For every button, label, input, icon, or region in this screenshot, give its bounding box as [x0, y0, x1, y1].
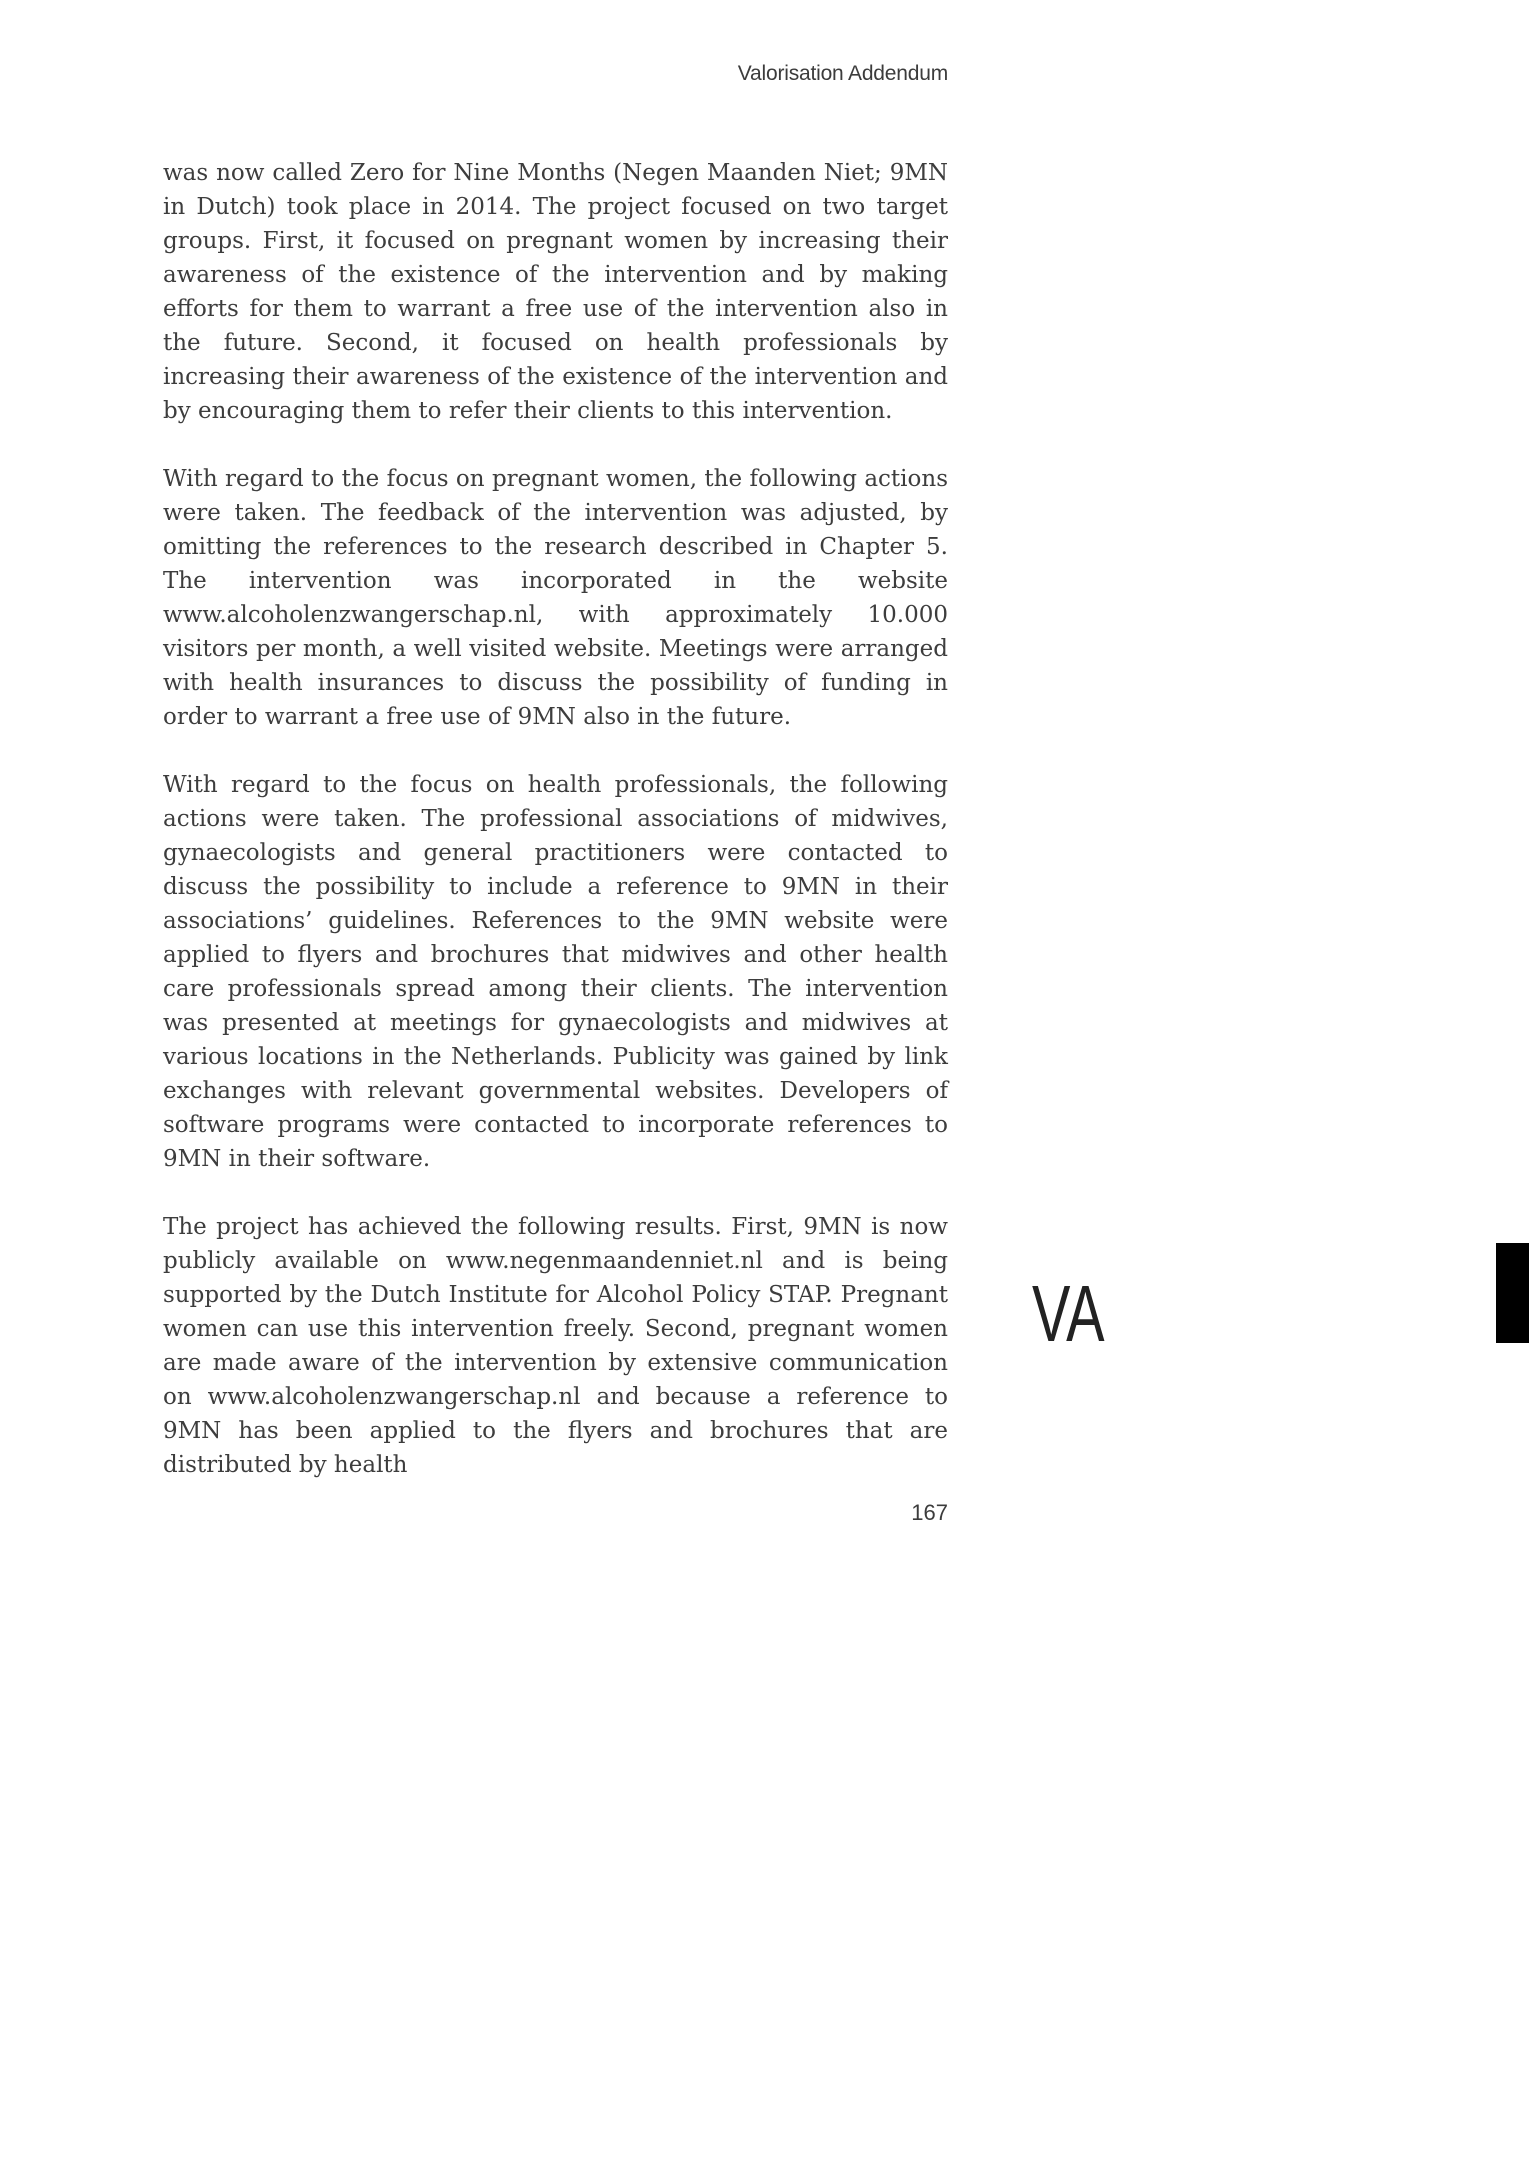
chapter-tab-bar — [1496, 1243, 1529, 1343]
body-text — [163, 156, 948, 1516]
paragraph-3: With regard to the focus on health professionals, the following actions were taken. The professional associations of midwives, gynaecologists and general practitioners were contacted to discuss the possibility to include a reference to 9MN in their associations’ guidelines. References to the 9MN website were applied to flyers and brochures that midwives and other health care professionals spread among their clients. The intervention was presented at meetings for gynaecologists and midwives at various locations in the Netherlands. Publicity was gained by link exchanges with relevant governmental websites. Developers of software programs were contacted to incorporate references to 9MN in their software. — [163, 772, 948, 1172]
chapter-tab-label: VA — [1032, 1269, 1105, 1358]
page-number: 167 — [911, 1500, 948, 1525]
running-header: Valorisation Addendum — [737, 62, 948, 85]
paragraph-4: The project has achieved the following results. First, 9MN is now publicly available on www.negenmaandenniet.nl and is being supported by the Dutch Institute for Alcohol Policy STAP. Pregnant women can use this intervention freely. Second, pregnant women are made aware of the intervention by extensive communication on www.alcoholenzwangerschap.nl and because a reference to 9MN has been applied to the flyers and brochures that are distributed by health — [163, 1214, 948, 1478]
paragraph-2: With regard to the focus on pregnant women, the following actions were taken. The feedback of the intervention was adjusted, by omitting the references to the research described in Chapter 5. The intervention was incorporated in the website www.alcoholenzwangerschap.nl, with approximately 10.000 visitors per month, a well visited website. Meetings were arranged with health insurances to discuss the possibility of funding in order to warrant a free use of 9MN also in the future. — [163, 466, 948, 730]
paragraph-1: was now called Zero for Nine Months (Negen Maanden Niet; 9MN in Dutch) took place in 2014. The project focused on two target groups. First, it focused on pregnant women by increasing their awareness of the existence of the intervention and by making efforts for them to warrant a free use of the intervention also in the future. Second, it focused on health professionals by increasing their awareness of the existence of the intervention and by encouraging them to refer their clients to this intervention. — [163, 160, 948, 424]
